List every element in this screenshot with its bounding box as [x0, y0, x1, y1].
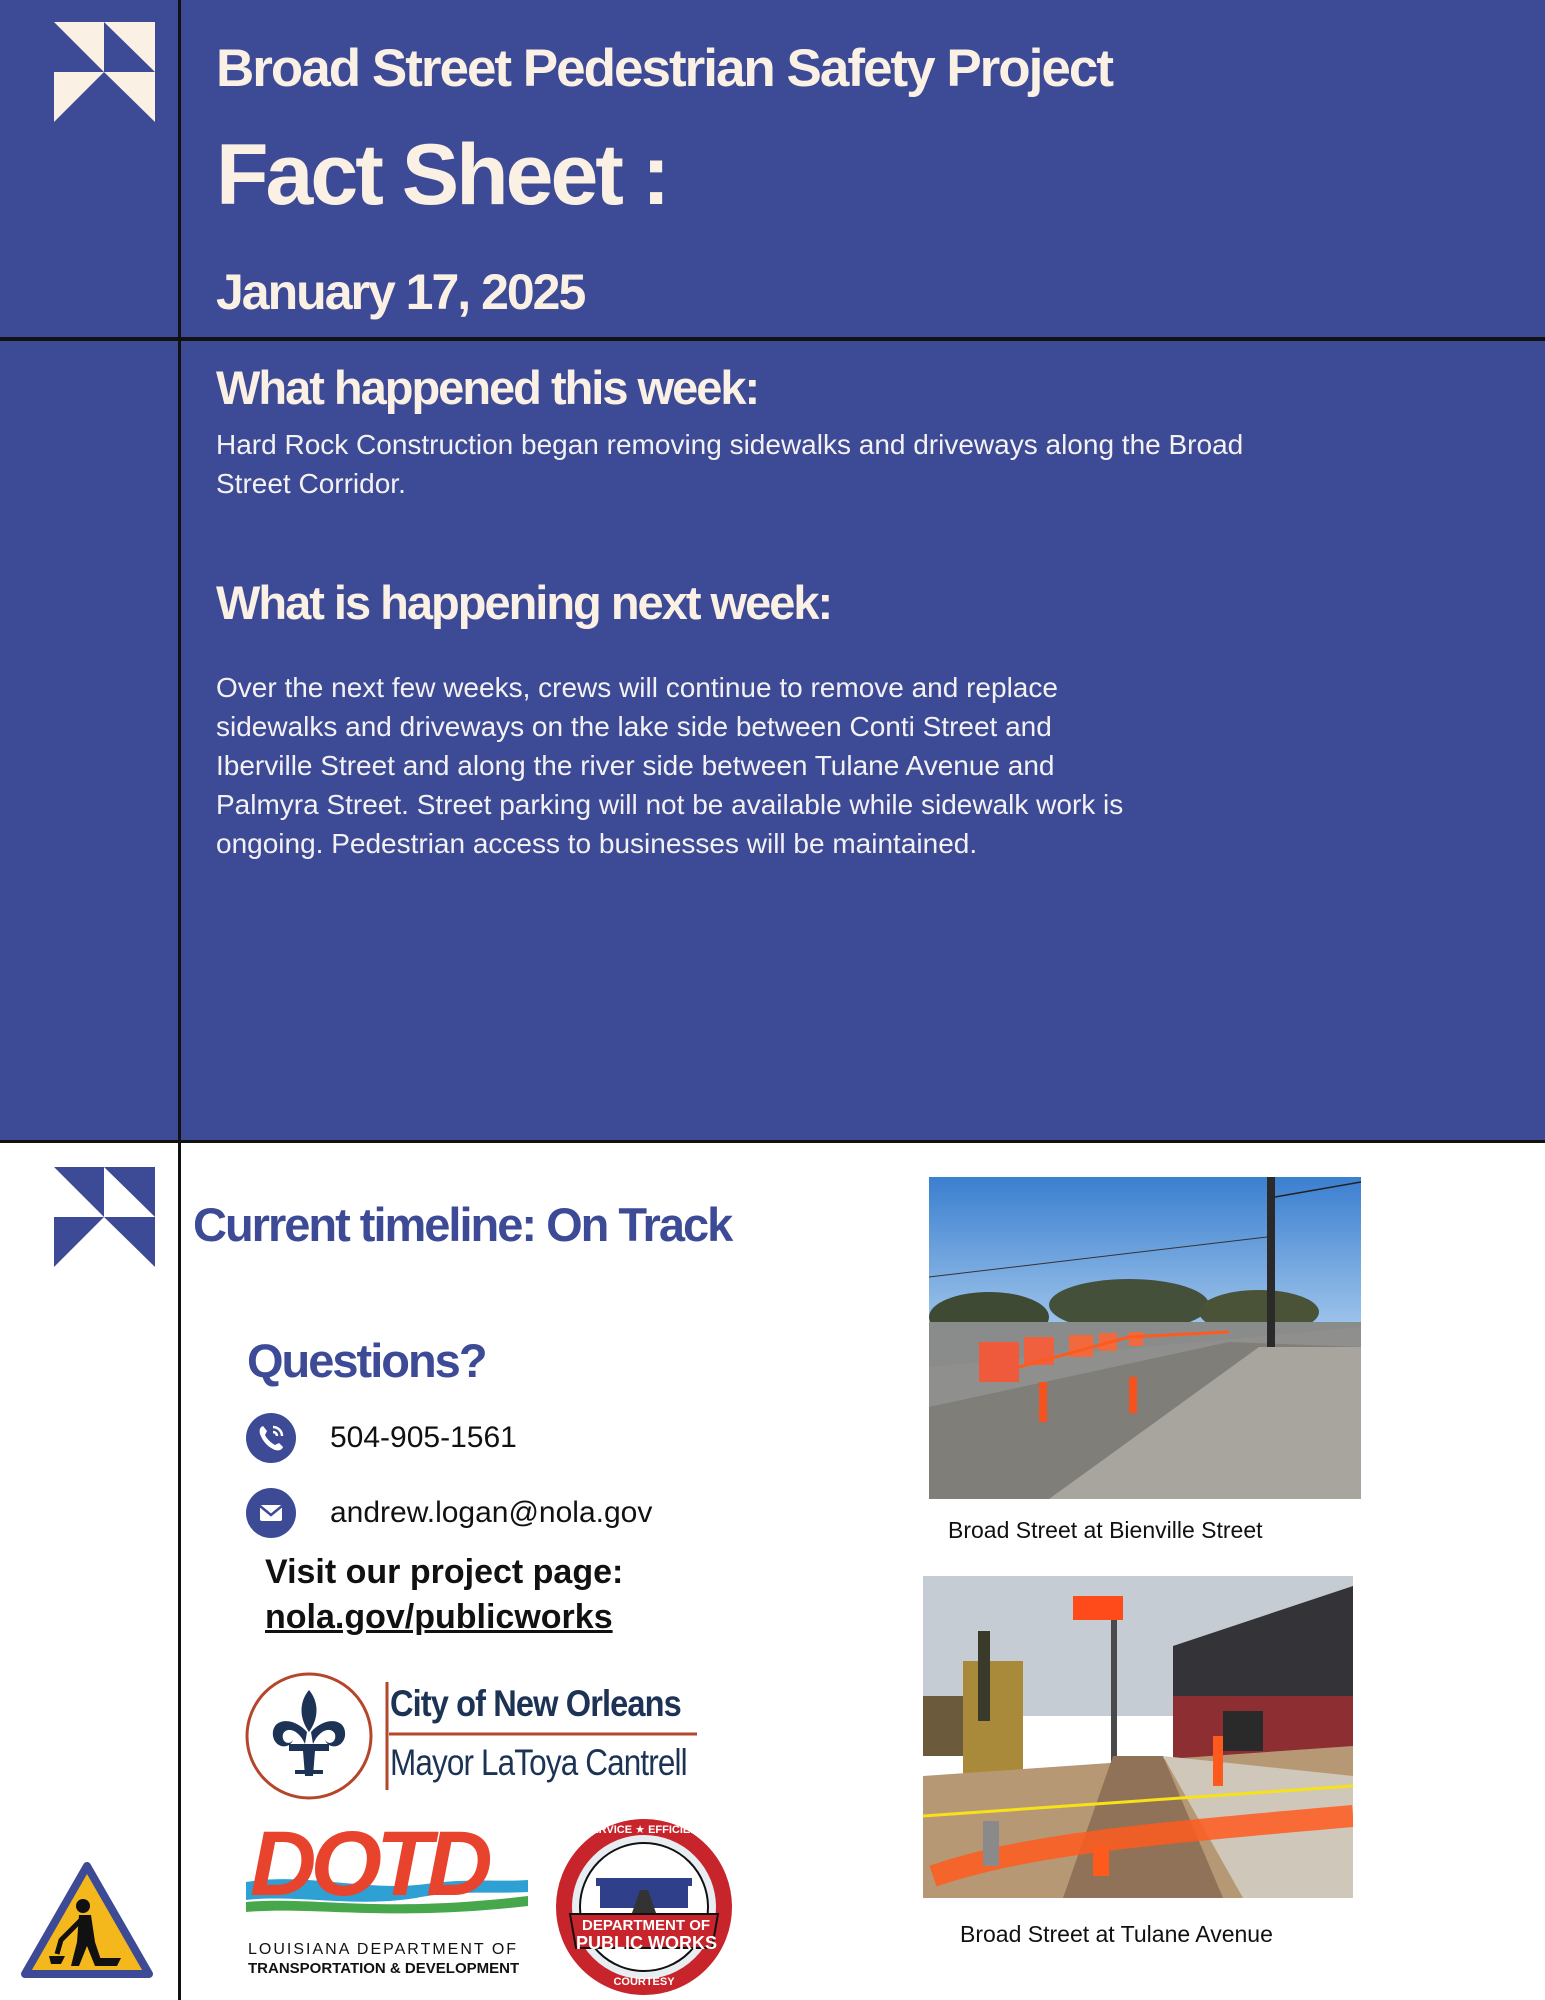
visit-label: Visit our project page: [265, 1553, 624, 1591]
city-logo-line2: Mayor LaToya Cantrell [390, 1742, 687, 1783]
email-icon [246, 1488, 296, 1538]
divider-bottom [0, 1140, 1545, 1143]
project-page-link[interactable]: nola.gov/publicworks [265, 1598, 613, 1636]
public-works-seal [540, 1818, 748, 1996]
next-week-line: Palmyra Street. Street parking will not be available while sidewalk work is [216, 789, 1124, 820]
this-week-line: Street Corridor. [216, 468, 406, 499]
next-week-body [216, 668, 1123, 863]
dpw-top-ring: SERVICE ★ EFFICIENCY [584, 1824, 714, 1836]
photo-caption: Broad Street at Bienville Street [948, 1517, 1263, 1543]
next-week-line: Iberville Street and along the river side between Tulane Avenue and [216, 750, 1055, 781]
corner-mark-icon [54, 22, 155, 122]
this-week-body [216, 425, 1243, 503]
construction-worker-icon [21, 1862, 153, 1980]
next-week-heading: What is happening next week: [216, 576, 832, 629]
phone-icon [246, 1413, 296, 1463]
divider-top [0, 337, 1545, 341]
project-title: Broad Street Pedestrian Safety Project [216, 39, 1113, 98]
photo-caption: Broad Street at Tulane Avenue [960, 1921, 1273, 1947]
next-week-line: ongoing. Pedestrian access to businesses will be maintained. [216, 828, 978, 859]
fact-sheet-title: Fact Sheet : [216, 127, 668, 223]
dotd-line2: TRANSPORTATION & DEVELOPMENT [248, 1960, 520, 1977]
this-week-heading: What happened this week: [216, 361, 759, 414]
email-address[interactable]: andrew.logan@nola.gov [330, 1496, 653, 1529]
photo-tulane [923, 1576, 1353, 1898]
next-week-line: Over the next few weeks, crews will continue to remove and replace [216, 672, 1058, 703]
questions-heading: Questions? [247, 1334, 486, 1387]
photo-bienville [929, 1177, 1361, 1499]
timeline-status: Current timeline: On Track [193, 1198, 732, 1251]
dpw-line1: DEPARTMENT OF [582, 1917, 711, 1934]
report-date: January 17, 2025 [216, 264, 585, 320]
city-logo-line1: City of New Orleans [390, 1683, 681, 1724]
dpw-bottom-ring: COURTESY [613, 1976, 675, 1988]
next-week-line: sidewalks and driveways on the lake side between Conti Street and [216, 711, 1052, 742]
divider-vertical [178, 0, 181, 2000]
this-week-line: Hard Rock Construction began removing sidewalks and driveways along the Broad [216, 429, 1244, 460]
dpw-line2: PUBLIC WORKS [576, 1933, 717, 1953]
dotd-wordmark: DOTD [250, 1813, 487, 1915]
dotd-line1: LOUISIANA DEPARTMENT OF [248, 1941, 519, 1958]
corner-mark-icon [54, 1167, 155, 1267]
phone-number[interactable]: 504-905-1561 [330, 1421, 517, 1454]
